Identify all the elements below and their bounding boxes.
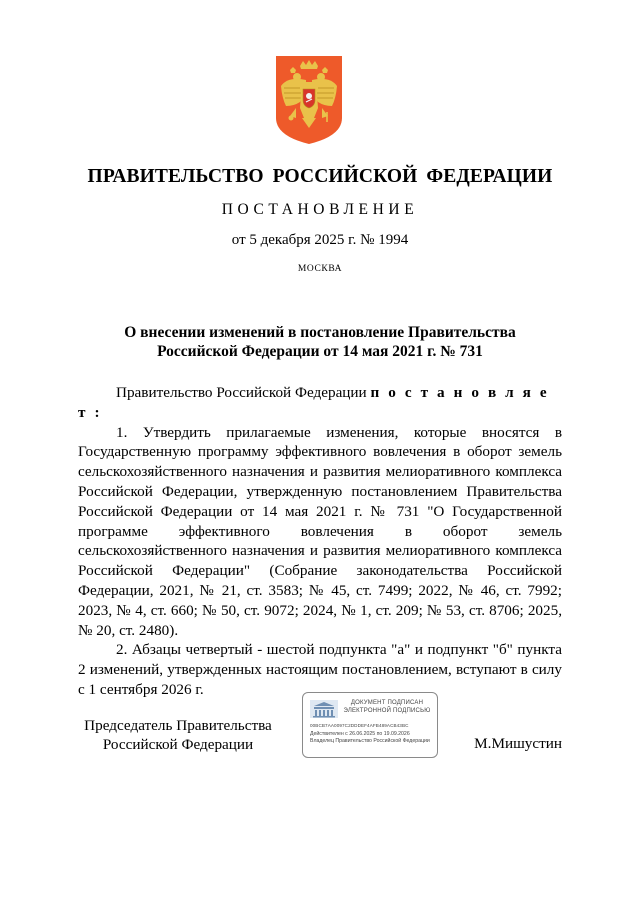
document-body bbox=[78, 383, 562, 700]
signer-title-line-2: Российской Федерации bbox=[102, 736, 254, 753]
signer-title-line-1: Председатель Правительства bbox=[84, 717, 272, 734]
electronic-signature-stamp bbox=[302, 692, 438, 758]
coat-of-arms-icon bbox=[276, 56, 342, 144]
government-title: ПРАВИТЕЛЬСТВО РОССИЙСКОЙ ФЕДЕРАЦИИ bbox=[87, 166, 553, 187]
government-building-icon bbox=[309, 699, 339, 719]
stamp-heading-line-2: ЭЛЕКТРОННОЙ ПОДПИСЬЮ bbox=[343, 707, 431, 714]
paragraph-2: 2. Абзацы четвертый - шестой подпункта "а" и подпункт "б" пункта 2 изменений, утвержденных настоящим постановлением, вступают в силу с 1 сентября 2026 г. bbox=[78, 641, 562, 698]
stamp-heading bbox=[339, 700, 435, 715]
document-kind: ПОСТАНОВЛЕНИЕ bbox=[221, 201, 419, 218]
paragraph-1: 1. Утвердить прилагаемые изменения, которые вносятся в Государственную программу эффективного вовлечения в оборот земель сельскохозяйственного назначения и развития мелиоративного комплекса Российской Федерации, утвержденную постановлением Правительства Российской Федерации от 14 мая 2021 г. № 731 "О Государственной программе эффективного вовлечения в оборот земель сельскохозяйственного назначения и развития мелиоративного комплекса Российской Федерации" (Собрание законодательства Российской Федерации, 2021, № 21, ст. 3583; № 45, ст. 7499; 2022, № 46, ст. 7992; 2023, № 4, ст. 660; № 50, ст. 9072; 2024, № 1, ст. 209; № 53, ст. 8706; 2025, № 20, ст. 2480). bbox=[78, 423, 562, 639]
signer-title bbox=[78, 716, 278, 754]
intro-text: Правительство Российской Федерации bbox=[116, 384, 371, 401]
stamp-certificate-number: 00BCB7AA0097C2DDDEF4AFB489ACB43BC bbox=[310, 723, 409, 728]
document-date-number: от 5 декабря 2025 г. № 1994 bbox=[231, 232, 409, 248]
subject-line-2: Российской Федерации от 14 мая 2021 г. № 731 bbox=[157, 343, 483, 360]
signer-name: М.Мишустин bbox=[474, 735, 562, 752]
subject-line-1: О внесении изменений в постановление Правительства bbox=[124, 324, 516, 341]
stamp-validity: Действителен с 26.06.2025 по 19.09.2026 bbox=[310, 731, 410, 737]
stamp-owner: Владелец Правительство Российской Федерации bbox=[310, 738, 430, 744]
stamp-heading-line-1: ДОКУМЕНТ ПОДПИСАН bbox=[350, 700, 424, 706]
document-city: МОСКВА bbox=[297, 264, 343, 274]
document-subject bbox=[100, 323, 540, 361]
resolves-word: п о с т а н о в л я е т : bbox=[78, 384, 550, 421]
intro-paragraph bbox=[78, 383, 562, 423]
